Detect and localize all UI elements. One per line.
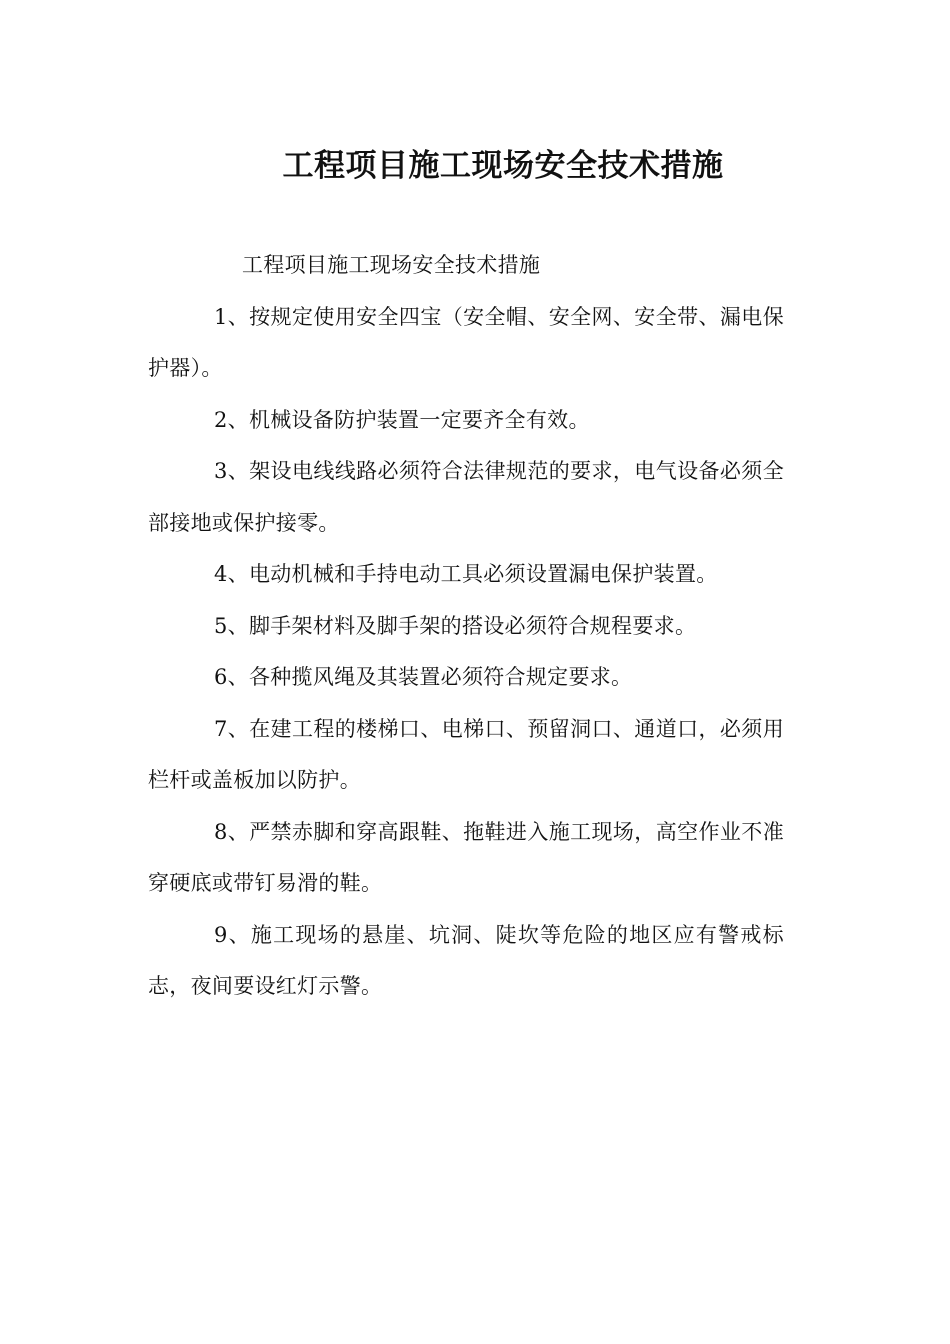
- document-title: 工程项目施工现场安全技术措施: [282, 147, 724, 184]
- measure-item-9: 9、施工现场的悬崖、坑洞、陡坎等危险的地区应有警戒标志，夜间要设红灯示警。: [148, 922, 784, 998]
- measure-item-4: 4、电动机械和手持电动工具必须设置漏电保护装置。: [214, 562, 718, 586]
- measure-item-8: 8、严禁赤脚和穿高跟鞋、拖鞋进入施工现场，高空作业不准穿硬底或带钉易滑的鞋。: [148, 819, 784, 895]
- measure-item-7: 7、在建工程的楼梯口、电梯口、预留洞口、通道口，必须用栏杆或盖板加以防护。: [148, 716, 784, 792]
- document-subtitle: 工程项目施工现场安全技术措施: [242, 253, 541, 277]
- measure-item-1: 1、按规定使用安全四宝（安全帽、安全网、安全带、漏电保护器）。: [148, 304, 784, 380]
- measure-item-2: 2、机械设备防护装置一定要齐全有效。: [214, 407, 590, 432]
- measure-item-6: 6、各种揽风绳及其装置必须符合规定要求。: [214, 665, 633, 689]
- measure-item-5: 5、脚手架材料及脚手架的搭设必须符合规程要求。: [214, 613, 697, 638]
- document-body: [148, 240, 784, 1013]
- measure-item-3: 3、架设电线线路必须符合法律规范的要求，电气设备必须全部接地或保护接零。: [148, 459, 784, 535]
